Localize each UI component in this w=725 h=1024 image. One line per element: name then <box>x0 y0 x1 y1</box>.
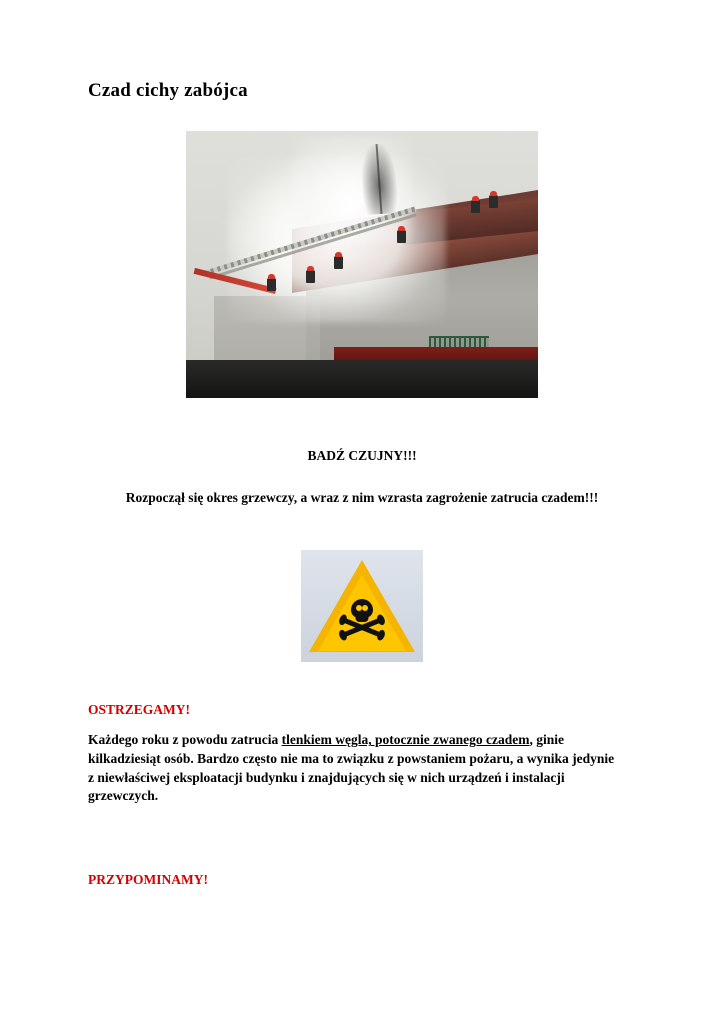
alert-line-okres-grzewczy: Rozpoczął się okres grzewczy, a wraz z nim wzrasta zagrożenie zatrucia czadem!!! <box>125 489 599 505</box>
photo-firefighter <box>471 200 480 213</box>
paragraph-part-2: , ginie kilkadziesiąt osób. Bardzo często nie ma to związku z powstaniem pożaru, a wynika jedynie z niewłaściwej eksploatacji budynku i znajdujących się w nich urządzeń i instalacji grzewczych. <box>88 732 615 804</box>
skull-and-crossbones-icon <box>340 599 384 639</box>
skull-eye-icon <box>362 605 368 611</box>
photo-foreground-vehicle <box>186 360 538 397</box>
skull-jaw-icon <box>356 616 369 622</box>
fire-photo-container <box>88 131 636 398</box>
warning-sign-container <box>88 550 636 662</box>
document-content <box>88 80 636 901</box>
fire-photo <box>186 131 538 398</box>
photo-firefighter <box>489 195 498 208</box>
photo-firefighter <box>397 230 406 243</box>
warning-sign-image <box>301 550 423 662</box>
photo-tree <box>360 143 399 215</box>
alert-line-badz-czujny: BADŹ CZUJNY!!! <box>307 447 417 463</box>
photo-firefighter <box>334 256 343 269</box>
photo-firefighter <box>267 278 276 291</box>
page-title: Czad cichy zabójca <box>88 80 248 101</box>
photo-firefighter <box>306 270 315 283</box>
paragraph-part-1: Każdego roku z powodu zatrucia <box>88 732 282 748</box>
heading-przypominamy: PRZYPOMINAMY! <box>88 871 208 887</box>
heading-ostrzegamy: OSTRZEGAMY! <box>88 701 191 717</box>
paragraph-underlined-term: tlenkiem węgla, potocznie zwanego czadem <box>281 732 530 748</box>
paragraph-czad-info <box>88 731 622 806</box>
